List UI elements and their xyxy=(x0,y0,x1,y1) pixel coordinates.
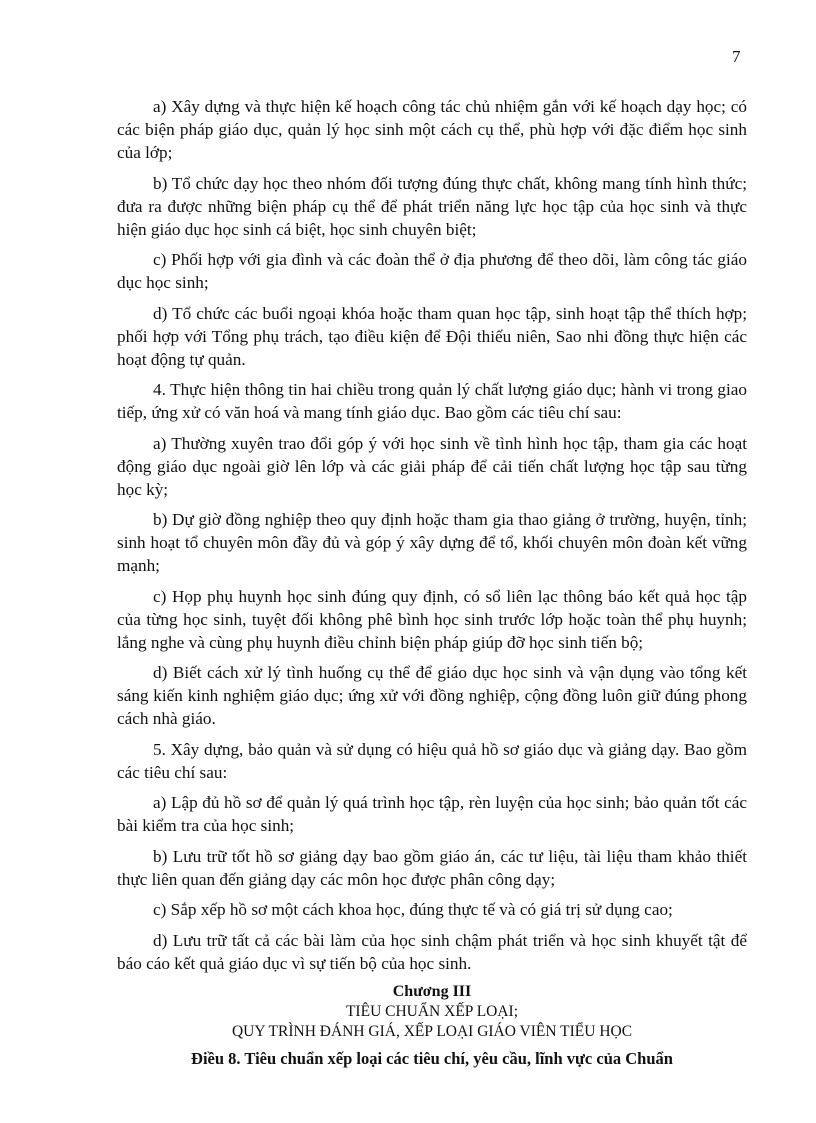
page-number: 7 xyxy=(732,47,741,66)
paragraph-5c: c) Sắp xếp hồ sơ một cách khoa học, đúng thực tế và có giá trị sử dụng cao; xyxy=(153,900,673,919)
paragraph-4b: b) Dự giờ đồng nghiệp theo quy định hoặc tham gia thao giảng ở trường, huyện, tỉnh; sinh hoạt tổ chuyên môn đầy đủ và góp ý xây dựng để tổ, khối chuyên môn đoàn kết vững mạnh; xyxy=(117,510,747,575)
paragraph-3c: c) Phối hợp với gia đình và các đoàn thể ở địa phương để theo dõi, làm công tác giáo dục học sinh; xyxy=(117,250,747,292)
paragraph-item-4: 4. Thực hiện thông tin hai chiều trong quản lý chất lượng giáo dục; hành vi trong giao tiếp, ứng xử có văn hoá và mang tính giáo dục. Bao gồm các tiêu chí sau: xyxy=(117,380,747,422)
chapter-subtitle-line-2: QUY TRÌNH ĐÁNH GIÁ, XẾP LOẠI GIÁO VIÊN TIỂU HỌC xyxy=(231,1023,633,1040)
paragraph-5d: d) Lưu trữ tất cả các bài làm của học sinh chậm phát triển và học sinh khuyết tật để báo cáo kết quả giáo dục vì sự tiến bộ của học sinh. xyxy=(117,930,747,973)
paragraph-5a: a) Lập đủ hồ sơ để quản lý quá trình học tập, rèn luyện của học sinh; bảo quản tốt các bài kiểm tra của học sinh; xyxy=(117,793,747,835)
paragraph-3b: b) Tổ chức dạy học theo nhóm đối tượng đúng thực chất, không mang tính hình thức; đưa ra được những biện pháp cụ thể để phát triển năng lực học tập của học sinh và thực hiện giáo dục học sinh cá biệt, học sinh chuyên biệt; xyxy=(117,173,747,239)
paragraph-4c: c) Họp phụ huynh học sinh đúng quy định, có sổ liên lạc thông báo kết quả học tập của từng học sinh, tuyệt đối không phê bình học sinh trước lớp hoặc toàn thể phụ huynh; lắng nghe và cùng phụ huynh điều chỉnh biện pháp giúp đỡ học sinh tiến bộ; xyxy=(117,586,747,652)
paragraph-item-5: 5. Xây dựng, bảo quản và sử dụng có hiệu quả hồ sơ giáo dục và giảng dạy. Bao gồm các tiêu chí sau: xyxy=(117,739,747,782)
chapter-subtitle-line-1: TIÊU CHUẨN XẾP LOẠI; xyxy=(345,1003,519,1020)
document-body xyxy=(117,95,747,1069)
paragraph-3d: d) Tổ chức các buổi ngoại khóa hoặc tham quan học tập, sinh hoạt tập thể thích hợp; phối hợp với Tổng phụ trách, tạo điều kiện để Đội thiếu niên, Sao nhi đồng thực hiện các hoạt động tự quản. xyxy=(117,303,747,369)
article-title: Điều 8. Tiêu chuẩn xếp loại các tiêu chí, yêu cầu, lĩnh vực của Chuẩn xyxy=(191,1049,673,1068)
chapter-heading xyxy=(117,982,747,1042)
paragraph-3a: a) Xây dựng và thực hiện kế hoạch công tác chủ nhiệm gắn với kế hoạch dạy học; có các biện pháp giáo dục, quản lý học sinh một cách cụ thể, phù hợp với đặc điểm học sinh của lớp; xyxy=(117,97,747,162)
paragraph-4a: a) Thường xuyên trao đổi góp ý với học sinh về tình hình học tập, tham gia các hoạt động giáo dục ngoài giờ lên lớp và các giải pháp để cải tiến chất lượng học tập sau từng học kỳ; xyxy=(117,433,747,499)
paragraph-5b: b) Lưu trữ tốt hồ sơ giảng dạy bao gồm giáo án, các tư liệu, tài liệu tham khảo thiết thực liên quan đến giảng dạy các môn học được phân công dạy; xyxy=(117,846,747,889)
paragraph-4d: d) Biết cách xử lý tình huống cụ thể để giáo dục học sinh và vận dụng vào tổng kết sáng kiến kinh nghiệm giáo dục; ứng xử với đồng nghiệp, cộng đồng luôn giữ đúng phong cách nhà giáo. xyxy=(117,663,747,728)
chapter-title: Chương III xyxy=(392,983,472,1000)
